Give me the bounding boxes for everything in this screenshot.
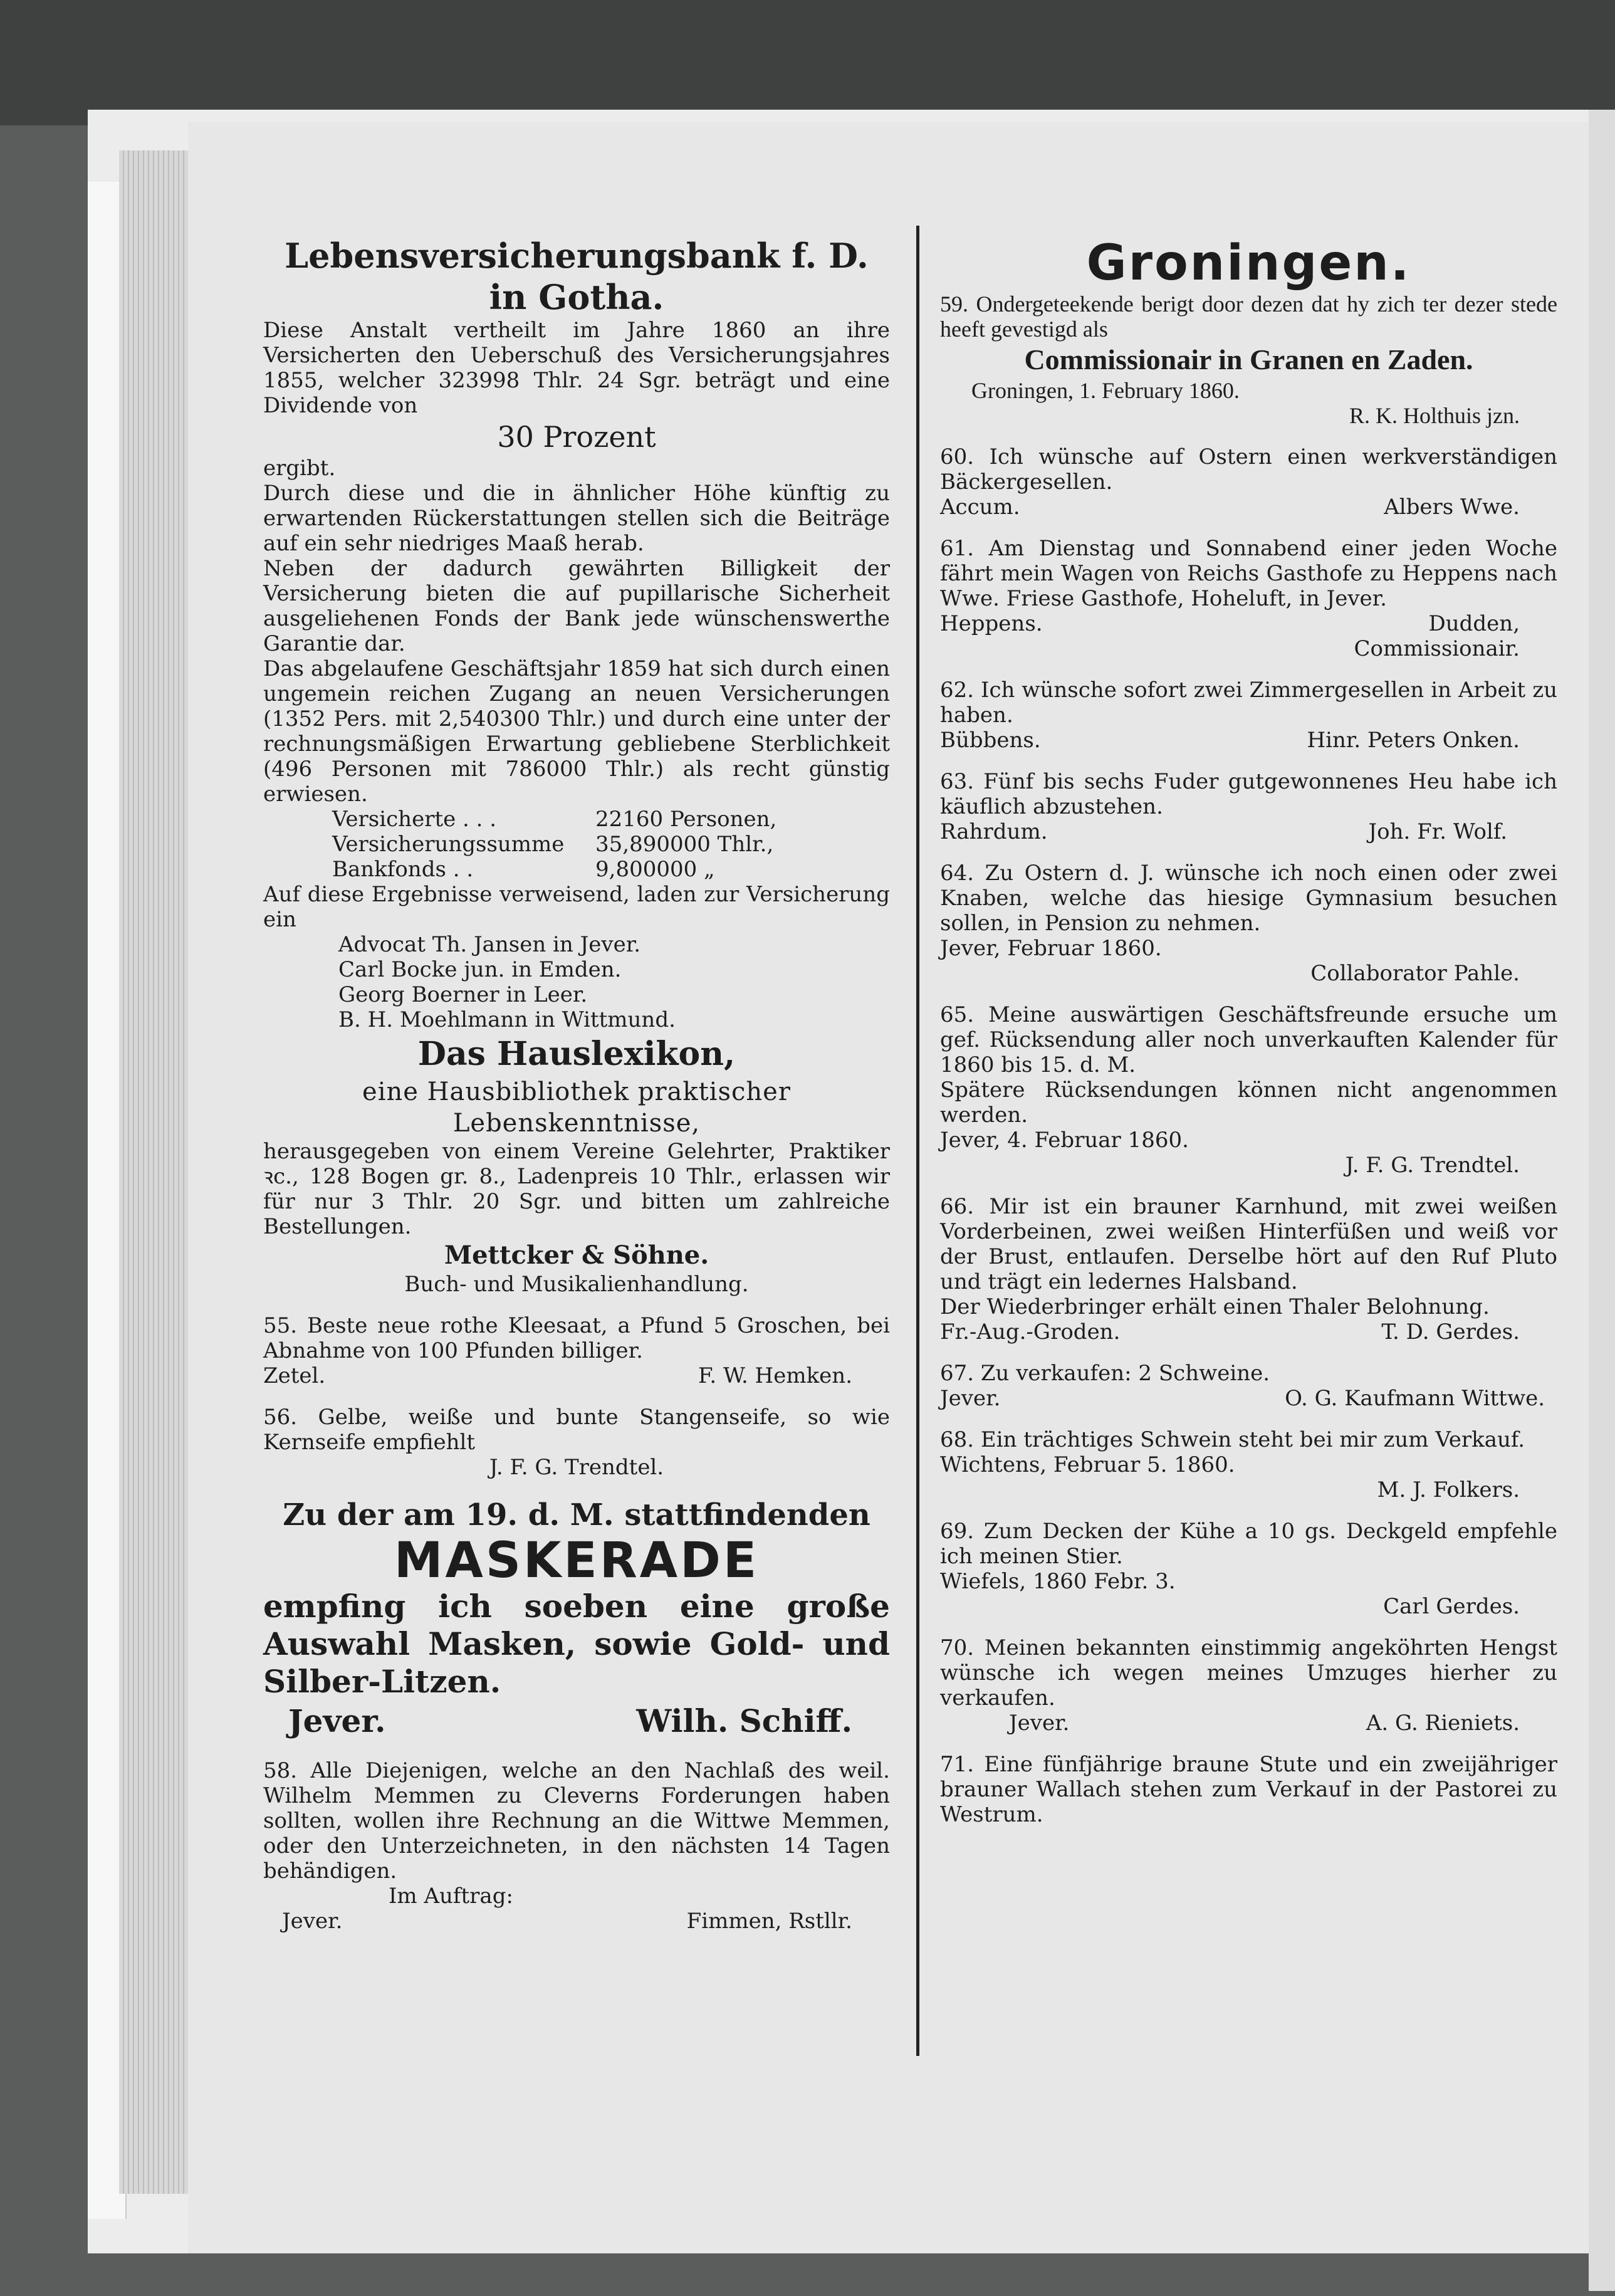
ad-62-name: Hinr. Peters Onken. bbox=[1307, 728, 1520, 753]
hauslexikon-subtitle: eine Hausbibliothek praktischer Lebenskenntnisse, bbox=[362, 1077, 791, 1138]
hauslexikon-text: herausgegeben von einem Vereine Gelehrter, Praktiker ꝛc., 128 Bogen gr. 8., Ladenpreis 10 Thlr., erlassen wir für nur 3 Thlr. 20 Sgr. und bitten um zahlreiche Bestellungen. bbox=[263, 1139, 890, 1239]
maskerade-place: Jever. bbox=[288, 1702, 386, 1739]
ad-59-date: Groningen, 1. February 1860. bbox=[971, 378, 1240, 403]
ad-61-place: Heppens. bbox=[940, 611, 1043, 636]
maskerade-body: empfing ich soeben eine große Auswahl Masken, sowie Gold- und Silber-Litzen. bbox=[263, 1588, 890, 1700]
ad-64-text: 64. Zu Ostern d. J. wünsche ich noch einen oder zwei Knaben, welche das hiesige Gymnasium besuchen sollen, in Pension zu nehmen. bbox=[940, 861, 1557, 936]
stat-label: Versicherte . . . bbox=[332, 807, 497, 832]
ad-64-name: Collaborator Pahle. bbox=[1310, 961, 1520, 986]
ad-63-place: Rahrdum. bbox=[940, 819, 1048, 844]
lebens-title: Lebensversicherungsbank f. D. bbox=[285, 236, 869, 276]
ad-68-name: M. J. Folkers. bbox=[1377, 1477, 1520, 1502]
ad-56-text: 56. Gelbe, weiße und bunte Stangenseife, so wie Kernseife empfiehlt bbox=[263, 1405, 890, 1455]
ad-61-name: Dudden, bbox=[1428, 611, 1520, 636]
ad-70-signature bbox=[940, 1711, 1557, 1736]
ad-66-signature bbox=[940, 1319, 1557, 1345]
ad-71-text: 71. Eine fünfjährige braune Stute und ein zweijähriger brauner Wallach stehen zum Verkauf in der Pastorei zu Westrum. bbox=[940, 1752, 1557, 1827]
stat-label: Bankfonds . . bbox=[332, 857, 474, 882]
facing-page-edge bbox=[1589, 110, 1615, 2291]
ad-59-text: 59. Ondergeteekende berigt door dezen dat hy zich ter dezer stede heeft gevestigd als bbox=[940, 291, 1557, 342]
ad-70-name: A. G. Rieniets. bbox=[1366, 1711, 1520, 1736]
ad-65-date: Jever, 4. Februar 1860. bbox=[940, 1128, 1189, 1153]
ad-60-text: 60. Ich wünsche auf Ostern einen werkverständigen Bäckergesellen. bbox=[940, 444, 1557, 495]
ad-62-signature bbox=[940, 728, 1557, 753]
ad-60-signature bbox=[940, 495, 1557, 520]
prozent-heading: 30 Prozent bbox=[497, 420, 656, 454]
stat-value: 9,800000 „ bbox=[595, 857, 715, 882]
ad-63-text: 63. Fünf bis sechs Fuder gutgewonnenes Heu habe ich käuflich abzustehen. bbox=[940, 769, 1557, 819]
ad-66-text-2: Der Wiederbringer erhält einen Thaler Belohnung. bbox=[940, 1294, 1490, 1319]
ad-55-place: Zetel. bbox=[263, 1363, 326, 1388]
ad-66-text: 66. Mir ist ein brauner Karnhund, mit zwei weißen Vorderbeinen, zwei weißen Hinterfüßen und weiß vor der Brust, entlaufen. Derselbe hört auf den Ruf Pluto und trägt ein ledernes Halsband. bbox=[940, 1194, 1557, 1294]
ad-69-date: Wiefels, 1860 Febr. 3. bbox=[940, 1569, 1176, 1594]
ad-63-signature bbox=[940, 819, 1557, 844]
maskerade-name: Wilh. Schiff. bbox=[636, 1702, 852, 1739]
ad-70-text: 70. Meinen bekannten einstimmig angeköhrten Hengst wünsche ich wegen meines Umzuges hierher zu verkaufen. bbox=[940, 1635, 1557, 1711]
ad-61-role: Commissionair. bbox=[1354, 636, 1520, 661]
ad-58-name: Fimmen, Rstllr. bbox=[686, 1909, 852, 1934]
ergibt-text: ergibt. bbox=[263, 456, 336, 481]
stats-row-3 bbox=[263, 857, 890, 882]
ad-58-signature bbox=[263, 1909, 890, 1934]
maskerade-title: MASKERADE bbox=[394, 1533, 760, 1589]
stats-row-1 bbox=[263, 807, 890, 832]
ad-70-place: Jever. bbox=[1009, 1711, 1070, 1736]
ad-61-signature bbox=[940, 611, 1557, 636]
ad-68-text: 68. Ein trächtiges Schwein steht bei mir zum Verkauf. bbox=[940, 1427, 1525, 1452]
ad-65-text: 65. Meine auswärtigen Geschäftsfreunde ersuche um gef. Rücksendung aller noch unverkauften Kalender für 1860 bis 15. d. M. bbox=[940, 1002, 1557, 1077]
agent-line: Advocat Th. Jansen in Jever. bbox=[338, 932, 641, 957]
ad-64-date: Jever, Februar 1860. bbox=[940, 936, 1162, 961]
ad-55-text: 55. Beste neue rothe Kleesaat, a Pfund 5 Groschen, bei Abnahme von 100 Pfunden billiger. bbox=[263, 1313, 890, 1363]
ad-60-place: Accum. bbox=[940, 495, 1020, 520]
stat-value: 35,890000 Thlr., bbox=[595, 832, 774, 857]
ad-58-text: 58. Alle Diejenigen, welche an den Nachlaß des weil. Wilhelm Memmen zu Cleverns Forderungen haben sollten, wollen ihre Rechnung an die Wittwe Memmen, oder den Unterzeichneten, in den nächsten 14 Tagen behändigen. bbox=[263, 1758, 890, 1884]
groningen-title: Groningen. bbox=[1086, 235, 1411, 291]
ad-58-auftrag: Im Auftrag: bbox=[389, 1884, 513, 1909]
lebens-paragraph-1: Diese Anstalt vertheilt im Jahre 1860 an ihre Versicherten den Ueberschuß des Versicherungsjahres 1855, welcher 323998 Thlr. 24 Sgr. beträgt und eine Dividende von bbox=[263, 318, 890, 418]
ad-62-place: Bübbens. bbox=[940, 728, 1041, 753]
maskerade-intro: Zu der am 19. d. M. stattfindenden bbox=[283, 1497, 870, 1533]
ad-67-signature bbox=[940, 1386, 1557, 1411]
ad-67-text: 67. Zu verkaufen: 2 Schweine. bbox=[940, 1361, 1270, 1386]
lebens-paragraph-3: Neben der dadurch gewährten Billigkeit der Versicherung bieten die auf pupillarische Sicherheit ausgeliehenen Fonds der Bank jede wünschenswerthe Garantie dar. bbox=[263, 556, 890, 656]
right-column bbox=[940, 235, 1557, 1827]
hauslexikon-firm: Mettcker & Söhne. bbox=[444, 1240, 709, 1270]
hauslexikon-firm-subtitle: Buch- und Musikalienhandlung. bbox=[404, 1272, 749, 1297]
stat-label: Versicherungssumme bbox=[332, 832, 565, 857]
ad-56-name: J. F. G. Trendtel. bbox=[489, 1455, 664, 1480]
ad-66-place: Fr.-Aug.-Groden. bbox=[940, 1319, 1121, 1345]
agent-line: Carl Bocke jun. in Emden. bbox=[338, 957, 622, 982]
ad-67-name: O. G. Kaufmann Wittwe. bbox=[1285, 1386, 1545, 1411]
lebens-paragraph-4: Das abgelaufene Geschäftsjahr 1859 hat sich durch einen ungemein reichen Zugang an neuen Versicherungen (1352 Pers. mit 2,540300 Thlr.) und durch eine unter der rechnungsmäßigen Erwartung gebliebene Sterblichkeit (496 Personen mit 786000 Thlr.) als recht günstig erwiesen. bbox=[263, 656, 890, 807]
stat-value: 22160 Personen, bbox=[595, 807, 777, 832]
page-stack-edge bbox=[119, 150, 188, 2194]
ad-67-place: Jever. bbox=[940, 1386, 1001, 1411]
lebens-paragraph-5: Auf diese Ergebnisse verweisend, laden zur Versicherung ein bbox=[263, 882, 890, 932]
ad-59-name: R. K. Holthuis jzn. bbox=[1349, 403, 1520, 428]
ad-55-signature bbox=[263, 1363, 890, 1388]
ad-58-place: Jever. bbox=[282, 1909, 343, 1934]
hauslexikon-title: Das Hauslexikon, bbox=[417, 1035, 736, 1073]
ad-61-text: 61. Am Dienstag und Sonnabend einer jeden Woche fährt mein Wagen von Reichs Gasthofe zu Heppens nach Wwe. Friese Gasthofe, Hoheluft, in Jever. bbox=[940, 536, 1557, 611]
ad-69-text: 69. Zum Decken der Kühe a 10 gs. Deckgeld empfehle ich meinen Stier. bbox=[940, 1519, 1557, 1569]
ad-59-commissionair: Commissionair in Granen en Zaden. bbox=[1024, 343, 1473, 375]
agent-line: Georg Boerner in Leer. bbox=[338, 982, 588, 1007]
lebens-paragraph-2: Durch diese und die in ähnlicher Höhe künftig zu erwartenden Rückerstattungen stellen sich die Beiträge auf ein sehr niedriges Maaß herab. bbox=[263, 481, 890, 556]
column-rule bbox=[916, 226, 919, 2056]
ad-65-name: J. F. G. Trendtel. bbox=[1345, 1153, 1520, 1178]
scan-background bbox=[0, 0, 1615, 125]
lebens-city: in Gotha. bbox=[489, 277, 664, 317]
ad-69-name: Carl Gerdes. bbox=[1383, 1594, 1520, 1619]
ad-55-name: F. W. Hemken. bbox=[698, 1363, 852, 1388]
maskerade-signature bbox=[263, 1701, 890, 1742]
agent-line: B. H. Moehlmann in Wittmund. bbox=[338, 1007, 676, 1032]
ad-60-name: Albers Wwe. bbox=[1384, 495, 1520, 520]
ad-63-name: Joh. Fr. Wolf. bbox=[1368, 819, 1507, 844]
ad-65-text-2: Spätere Rücksendungen können nicht angenommen werden. bbox=[940, 1077, 1557, 1128]
ad-68-date: Wichtens, Februar 5. 1860. bbox=[940, 1452, 1235, 1477]
ad-62-text: 62. Ich wünsche sofort zwei Zimmergesellen in Arbeit zu haben. bbox=[940, 678, 1557, 728]
ad-66-name: T. D. Gerdes. bbox=[1381, 1319, 1520, 1345]
left-column bbox=[263, 235, 890, 1934]
stats-row-2 bbox=[263, 832, 890, 857]
